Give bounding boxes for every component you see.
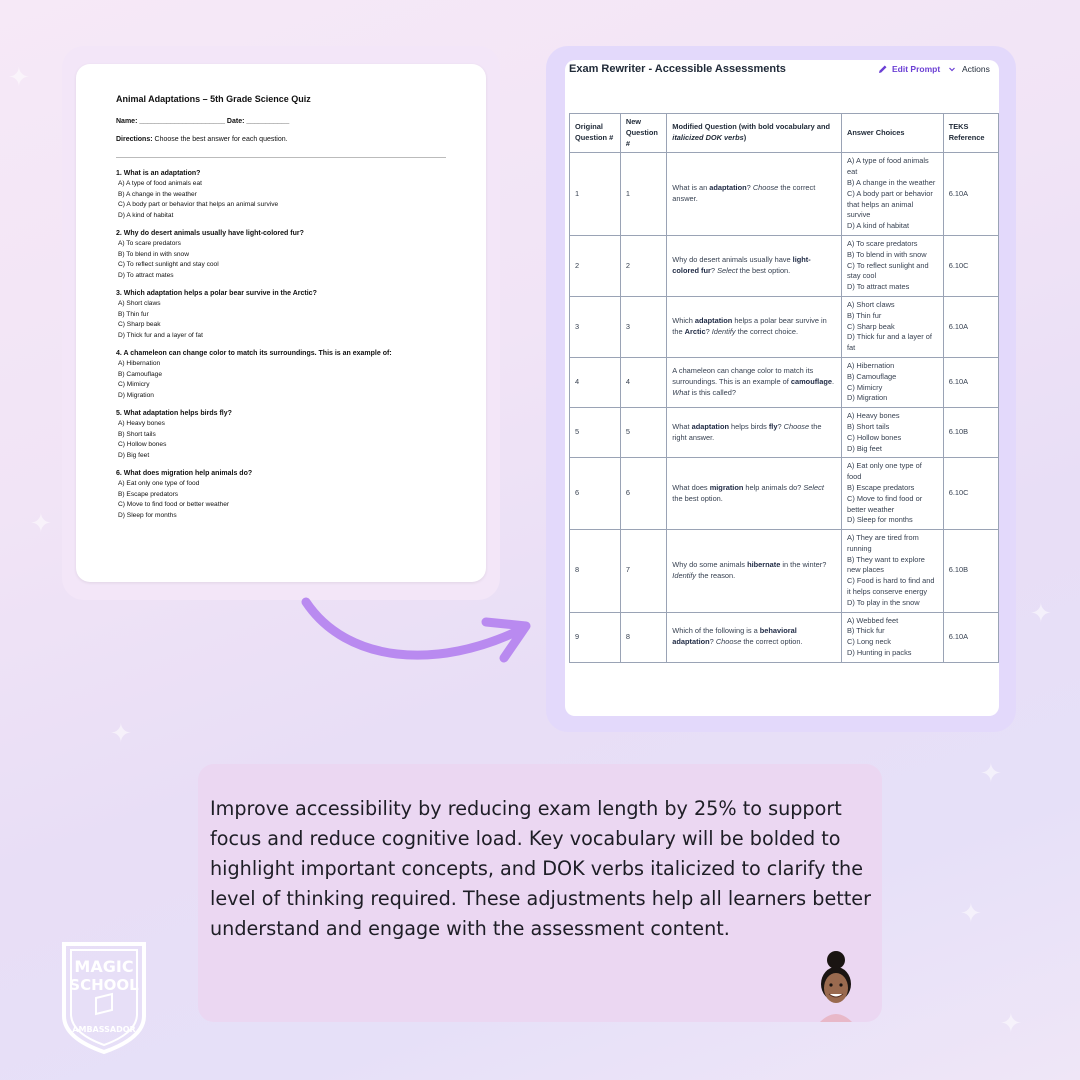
original-question-number: 3 <box>570 296 621 357</box>
teks-reference: 6.10A <box>943 296 998 357</box>
quiz-question-text: 3. Which adaptation helps a polar bear survive in the Arctic? <box>116 290 317 297</box>
new-question-number: 7 <box>620 530 666 613</box>
table-header-row <box>570 114 999 153</box>
caption-text: Improve accessibility by reducing exam length by 25% to support focus and reduce cognitive load. Key vocabulary will be bolded to highlight important concepts, and DOK verbs italicized to clarify the level of thinking required. These adjustments help all learners better understand and engage with the assessment content. <box>210 797 871 940</box>
answer-choice: C) Sharp beak <box>846 321 895 331</box>
edit-prompt-label: Edit Prompt <box>892 64 941 74</box>
teks-reference: 6.10C <box>943 235 998 296</box>
new-question-number: 2 <box>620 235 666 296</box>
question-text: Why do desert animals usually have <box>672 255 793 265</box>
quiz-option: A) To scare predators <box>118 240 181 247</box>
quiz-option: D) Thick fur and a layer of fat <box>118 331 203 339</box>
quiz-question <box>116 230 446 281</box>
question-text: is this called? <box>689 387 736 397</box>
teks-reference: 6.10A <box>943 357 998 407</box>
original-question-number: 8 <box>570 530 621 613</box>
question-text: the correct answer. <box>672 183 816 204</box>
answer-choice: B) Escape predators <box>846 482 915 492</box>
table-row <box>570 153 999 236</box>
quiz-question-list <box>116 170 446 521</box>
answer-choice: A) They are tired from running <box>846 533 919 553</box>
new-question-number: 1 <box>620 153 666 236</box>
table-row <box>570 408 999 458</box>
dok-verb: Choose <box>752 183 779 193</box>
new-question-number: 5 <box>620 408 666 458</box>
quiz-option: B) Escape predators <box>118 490 179 498</box>
modified-question <box>667 530 842 613</box>
answer-choice: B) They want to explore new places <box>846 554 925 575</box>
badge-ring-text: AMBASSADOR <box>72 1025 136 1034</box>
teks-reference: 6.10A <box>943 153 998 236</box>
question-text: What does <box>672 482 710 492</box>
quiz-option: D) To attract mates <box>118 271 174 279</box>
header-answer-choices: Answer Choices <box>841 114 943 153</box>
table-row <box>570 458 999 530</box>
question-text: the reason. <box>696 570 736 580</box>
question-text: What is an <box>672 183 710 193</box>
vocabulary-term: adaptation <box>709 183 747 193</box>
quiz-option: A) Hibernation <box>118 360 161 367</box>
original-quiz-card <box>62 46 500 600</box>
quiz-option: D) Big feet <box>118 451 150 459</box>
question-text: Which of the following is a <box>672 626 760 636</box>
quiz-option: C) Hollow bones <box>118 441 167 448</box>
question-text: What <box>672 421 692 431</box>
answer-choice: A) Webbed feet <box>846 615 899 625</box>
vocabulary-term: adaptation <box>694 316 733 326</box>
quiz-option: C) Sharp beak <box>118 321 161 328</box>
chevron-down-icon <box>948 65 956 73</box>
sparkle-decoration: ✦ <box>8 62 30 92</box>
rewrite-table <box>569 113 999 663</box>
quiz-option: C) Move to find food or better weather <box>118 501 230 508</box>
teks-reference: 6.10B <box>943 408 998 458</box>
question-text: A chameleon can change color to match its surroundings. This is an example of <box>672 366 814 387</box>
table-row <box>570 296 999 357</box>
original-question-number: 9 <box>570 612 621 662</box>
question-text: ? <box>709 637 716 647</box>
new-question-number: 8 <box>620 612 666 662</box>
table-row <box>570 357 999 407</box>
sparkle-decoration: ✦ <box>1000 1008 1022 1038</box>
quiz-option: B) Thin fur <box>118 310 149 318</box>
teks-reference: 6.10B <box>943 530 998 613</box>
question-text: the correct choice. <box>735 326 799 336</box>
dok-verb: Choose <box>783 421 810 431</box>
dok-verb: What <box>672 387 690 397</box>
question-text: helps birds <box>728 421 769 431</box>
pencil-icon <box>878 64 888 74</box>
original-question-number: 1 <box>570 153 621 236</box>
sparkle-decoration: ✦ <box>110 718 132 748</box>
modified-question <box>667 153 842 236</box>
quiz-question-text: 4. A chameleon can change color to match its surroundings. This is an example of: <box>116 350 392 357</box>
name-date-line: Name: ______________________ Date: ___________ <box>116 118 290 125</box>
question-text: ? <box>710 265 718 275</box>
original-question-number: 6 <box>570 458 621 530</box>
answer-choice: A) To scare predators <box>846 238 918 248</box>
vocabulary-term: behavioral adaptation <box>672 626 797 647</box>
sparkle-decoration: ✦ <box>980 758 1002 788</box>
vocabulary-term: hibernate <box>747 560 781 570</box>
dok-verb: Choose <box>715 637 742 647</box>
answer-choice: B) Thin fur <box>846 310 882 320</box>
answer-choices <box>841 235 943 296</box>
question-text: Which <box>672 316 695 326</box>
quiz-option: D) Migration <box>118 391 154 399</box>
quiz-option: A) Short claws <box>118 300 161 307</box>
answer-choice: D) To attract mates <box>846 282 910 292</box>
answer-choice: C) A body part or behavior that helps an animal survive <box>846 188 933 220</box>
vocabulary-term: camouflage <box>790 377 832 387</box>
sparkle-decoration: ✦ <box>1030 598 1052 628</box>
answer-choice: D) A kind of habitat <box>846 221 910 231</box>
quiz-option: D) A kind of habitat <box>118 211 174 219</box>
quiz-question-text: 5. What adaptation helps birds fly? <box>116 410 232 417</box>
answer-choice: B) A change in the weather <box>846 177 936 187</box>
question-text: help animals do? <box>743 482 804 492</box>
table-row <box>570 235 999 296</box>
dok-verb: Select <box>717 265 738 275</box>
app-window <box>565 60 999 716</box>
vocabulary-term: fly <box>768 421 778 431</box>
modified-question <box>667 408 842 458</box>
vocabulary-term: light-colored fur <box>672 255 811 275</box>
new-question-number: 4 <box>620 357 666 407</box>
sparkle-decoration: ✦ <box>30 508 52 538</box>
quiz-directions: Directions: Choose the best answer for each question. <box>116 136 288 143</box>
header-original-question: Original Question # <box>570 114 621 153</box>
question-text: Why do some animals <box>672 560 748 570</box>
answer-choice: D) Migration <box>846 393 888 403</box>
modified-question <box>667 612 842 662</box>
answer-choice: C) Food is hard to find and it helps conserve energy <box>846 576 935 597</box>
badge-line-2: SCHOOL <box>69 976 139 994</box>
teks-reference: 6.10C <box>943 458 998 530</box>
modified-question <box>667 235 842 296</box>
quiz-option: A) Heavy bones <box>118 420 165 427</box>
divider <box>116 157 446 158</box>
question-text: in the winter? <box>780 560 827 570</box>
badge-line-1: MAGIC <box>74 957 134 976</box>
dok-verb: Identify <box>711 326 736 336</box>
answer-choice: D) Big feet <box>846 443 882 453</box>
header-new-question: New Question # <box>620 114 666 153</box>
answer-choices <box>841 357 943 407</box>
dok-verb: Identify <box>672 570 697 580</box>
sparkle-decoration: ✦ <box>960 898 982 928</box>
answer-choice: A) Hibernation <box>846 360 895 370</box>
answer-choices <box>841 612 943 662</box>
question-text: the best option. <box>737 265 791 275</box>
question-text: helps a polar bear survive in the <box>672 316 827 336</box>
actions-menu[interactable]: Actions <box>962 64 990 74</box>
quiz-question <box>116 170 446 221</box>
quiz-question-text: 1. What is an adaptation? <box>116 170 201 177</box>
question-text: . <box>831 377 835 387</box>
quiz-question-text: 6. What does migration help animals do? <box>116 470 253 477</box>
answer-choice: D) To play in the snow <box>846 597 920 607</box>
answer-choice: A) Eat only one type of food <box>846 461 922 482</box>
quiz-option: B) To blend in with snow <box>118 250 189 258</box>
quiz-option: C) To reflect sunlight and stay cool <box>118 261 219 268</box>
quiz-option: B) Short tails <box>118 430 156 438</box>
answer-choices <box>841 530 943 613</box>
new-question-number: 3 <box>620 296 666 357</box>
quiz-document <box>76 64 486 582</box>
answer-choice: D) Thick fur and a layer of fat <box>846 332 932 353</box>
quiz-option: A) Eat only one type of food <box>118 480 200 487</box>
vocabulary-term: adaptation <box>691 421 729 431</box>
question-text: ? <box>705 326 712 336</box>
presenter-avatar <box>812 950 860 1022</box>
answer-choice: C) Mimicry <box>846 382 883 392</box>
quiz-option: C) Mimicry <box>118 381 150 388</box>
question-text: the best option. <box>672 493 723 503</box>
caption-card <box>198 764 882 1022</box>
dok-verb: Select <box>803 482 824 492</box>
original-question-number: 4 <box>570 357 621 407</box>
vocabulary-term: Arctic <box>684 326 706 336</box>
question-text: the correct option. <box>741 637 803 647</box>
answer-choice: A) Heavy bones <box>846 411 900 421</box>
curved-arrow-icon <box>296 592 536 688</box>
quiz-option: A) A type of food animals eat <box>118 180 202 187</box>
quiz-question <box>116 350 446 401</box>
modified-question <box>667 357 842 407</box>
teks-reference: 6.10A <box>943 612 998 662</box>
new-question-number: 6 <box>620 458 666 530</box>
answer-choices <box>841 458 943 530</box>
answer-choice: B) Thick fur <box>846 626 885 636</box>
answer-choice: B) Short tails <box>846 421 890 431</box>
magicschool-ambassador-badge <box>54 938 154 1056</box>
answer-choices <box>841 296 943 357</box>
answer-choices <box>841 153 943 236</box>
answer-choice: D) Sleep for months <box>846 515 913 525</box>
header-modified-question: Modified Question (with bold vocabulary and italicized DOK verbs) <box>667 114 842 153</box>
vocabulary-term: migration <box>709 482 744 492</box>
header-teks-reference: TEKS Reference <box>943 114 998 153</box>
answer-choice: A) A type of food animals eat <box>846 156 929 177</box>
app-title: Exam Rewriter - Accessible Assessments <box>569 63 786 75</box>
quiz-question <box>116 290 446 341</box>
modified-question <box>667 296 842 357</box>
quiz-option: B) Camouflage <box>118 370 162 378</box>
question-text: the right answer. <box>672 421 822 442</box>
answer-choice: B) Camouflage <box>846 371 897 381</box>
quiz-option: D) Sleep for months <box>118 511 177 519</box>
quiz-question-text: 2. Why do desert animals usually have light-colored fur? <box>116 230 304 237</box>
answer-choice: A) Short claws <box>846 299 895 309</box>
quiz-title: Animal Adaptations – 5th Grade Science Quiz <box>116 94 311 104</box>
quiz-question <box>116 410 446 461</box>
exam-rewriter-card <box>546 46 1016 732</box>
answer-choice: C) To reflect sunlight and stay cool <box>846 260 929 281</box>
quiz-option: B) A change in the weather <box>118 190 197 198</box>
modified-question <box>667 458 842 530</box>
quiz-option: C) A body part or behavior that helps an animal survive <box>118 201 279 208</box>
quiz-question <box>116 470 446 521</box>
original-question-number: 2 <box>570 235 621 296</box>
question-text: ? <box>746 183 753 193</box>
answer-choice: B) To blend in with snow <box>846 249 927 259</box>
table-row <box>570 530 999 613</box>
original-question-number: 5 <box>570 408 621 458</box>
flag-icon <box>96 994 112 1014</box>
answer-choice: C) Move to find food or better weather <box>846 493 923 514</box>
table-row <box>570 612 999 662</box>
answer-choice: C) Long neck <box>846 637 891 647</box>
app-header <box>565 60 999 112</box>
answer-choices <box>841 408 943 458</box>
answer-choice: C) Hollow bones <box>846 432 902 442</box>
answer-choice: D) Hunting in packs <box>846 648 912 658</box>
edit-prompt-button[interactable] <box>878 64 956 74</box>
question-text: ? <box>777 421 784 431</box>
